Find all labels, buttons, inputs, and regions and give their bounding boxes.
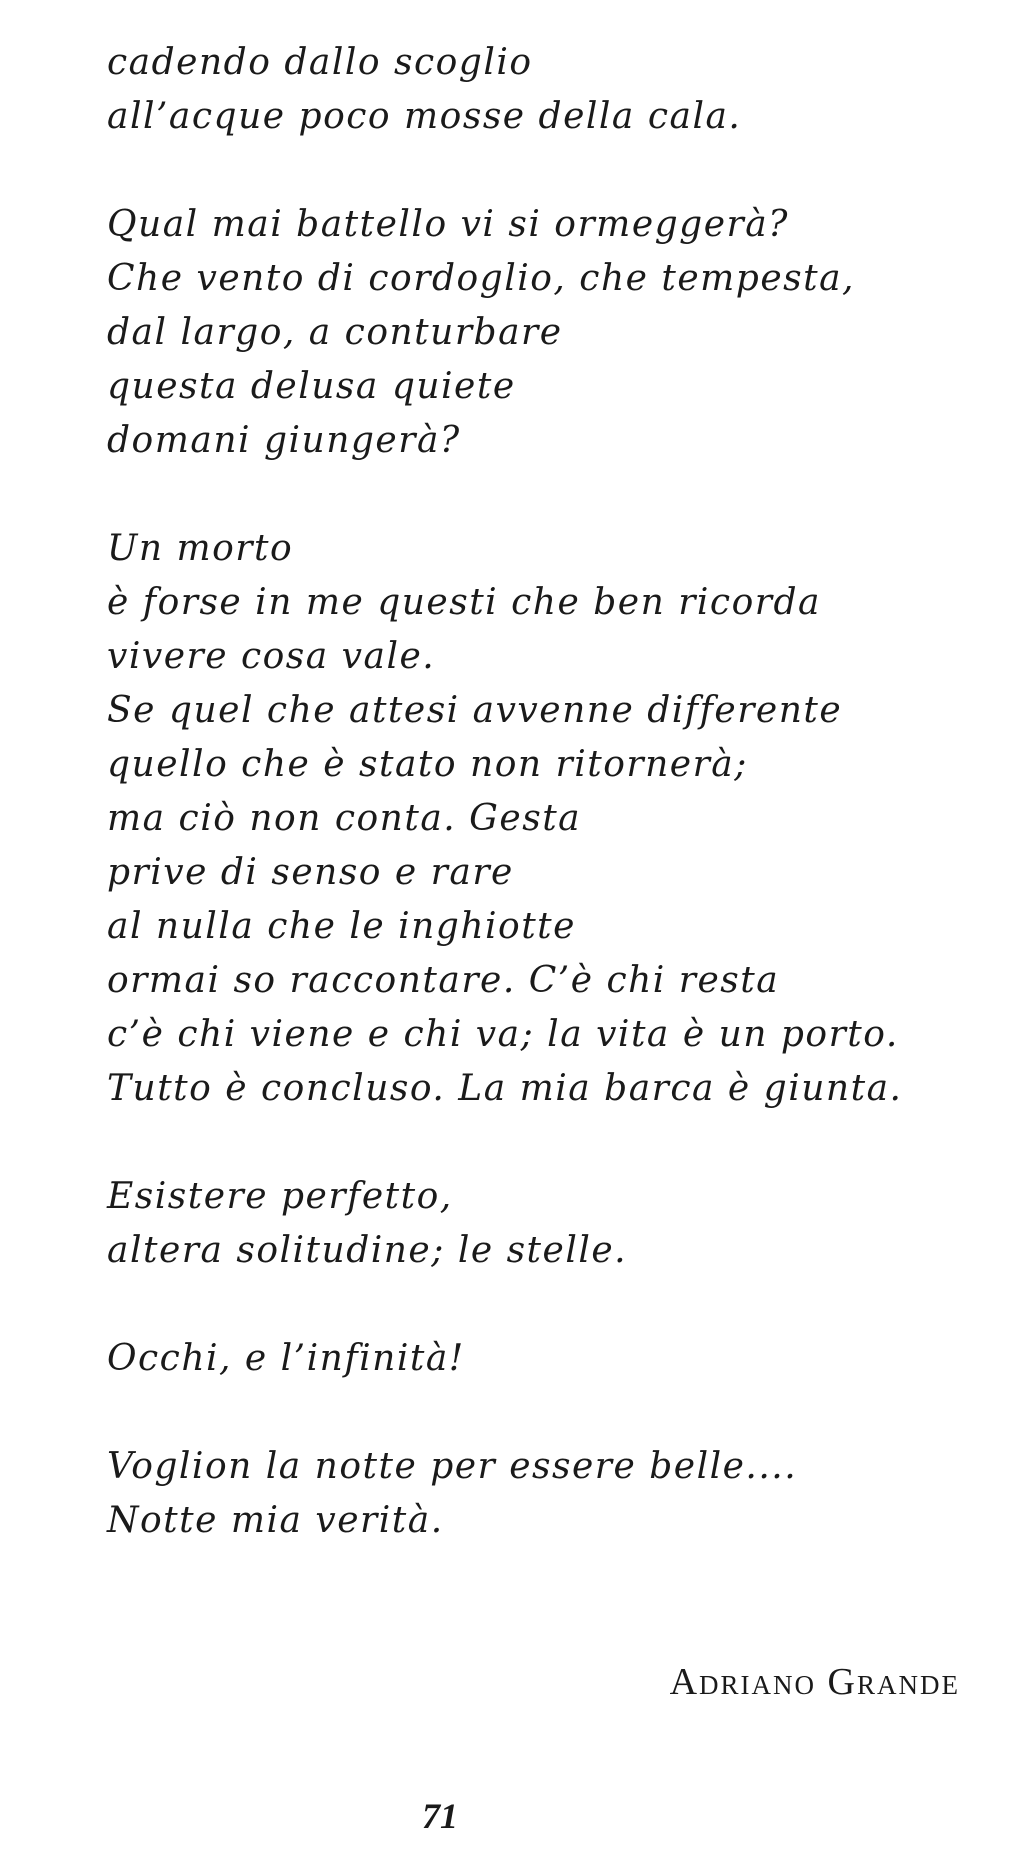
poem-line: questa delusa quiete [107, 366, 516, 407]
poem-line: Tutto è concluso. La mia barca è giunta. [107, 1068, 903, 1109]
poem-line: domani giungerà? [107, 420, 461, 461]
poem-line: Se quel che attesi avvenne differente [107, 690, 843, 731]
stanza-6 [107, 1440, 987, 1548]
poem-line: Un morto [107, 528, 294, 569]
poem-line: Notte mia verità. [107, 1500, 444, 1541]
page-number: 71 [422, 1796, 458, 1836]
poem-line: altera solitudine; le stelle. [107, 1230, 628, 1271]
poem-line: è forse in me questi che ben ricorda [107, 582, 821, 623]
stanza-4 [107, 1170, 987, 1278]
poem-line: c’è chi viene e chi va; la vita è un porto. [107, 1014, 899, 1055]
author-signature: Adriano Grande [669, 1661, 960, 1703]
stanza-2 [107, 198, 987, 468]
poem-line: Che vento di cordoglio, che tempesta, [107, 258, 855, 299]
poem-line: ormai so raccontare. C’è chi resta [107, 960, 780, 1001]
poem-line: ma ciò non conta. Gesta [107, 798, 582, 839]
poem-line: Qual mai battello vi si ormeggerà? [107, 204, 789, 245]
poem-line: al nulla che le inghiotte [107, 906, 576, 947]
poem-line: dal largo, a conturbare [107, 312, 563, 353]
poem-line: prive di senso e rare [107, 852, 514, 893]
poem-line: all’acque poco mosse della cala. [107, 96, 742, 137]
poem-line: Occhi, e l’infinità! [107, 1338, 465, 1379]
stanza-3 [107, 522, 987, 1116]
stanza-1 [107, 36, 987, 144]
stanza-5 [107, 1332, 987, 1386]
poem-line: Esistere perfetto, [107, 1176, 453, 1217]
poem-line: vivere cosa vale. [107, 636, 436, 677]
poem-line: quello che è stato non ritornerà; [107, 744, 748, 785]
poem-line: cadendo dallo scoglio [107, 42, 533, 83]
poem [107, 36, 987, 1602]
poem-line: Voglion la notte per essere belle.... [107, 1446, 798, 1487]
